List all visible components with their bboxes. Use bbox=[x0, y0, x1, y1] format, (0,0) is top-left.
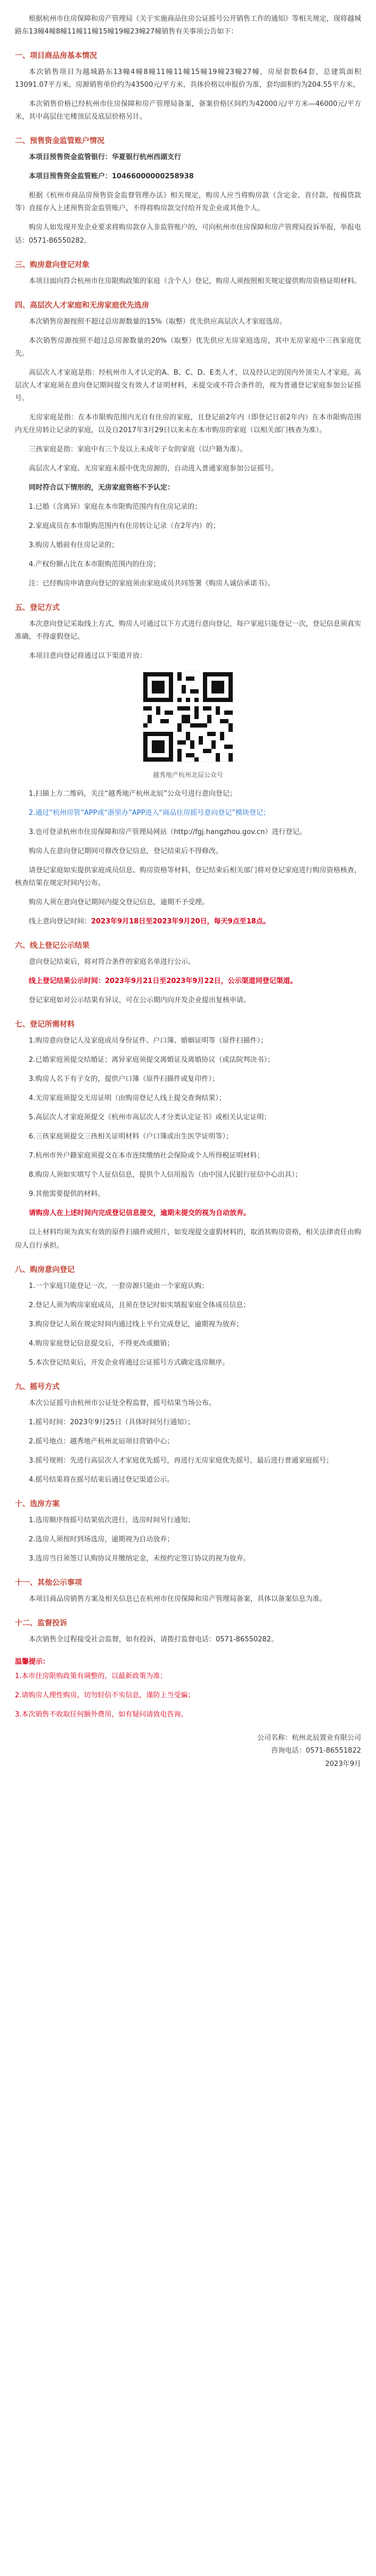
sec4-l4: 4.产权份额占比在本市限购范围内的住房； bbox=[29, 560, 160, 569]
section-11-title: 十一、其他公示事项 bbox=[15, 1579, 82, 1588]
sec7-p3: 3.购房人名下有子女的，提供户口簿（原件扫描件或复印件）； bbox=[29, 1075, 219, 1084]
sec7-p7: 7.杭州市外户籍家庭须提交在本市连续缴纳社会保险或个人所得税证明材料； bbox=[29, 1152, 264, 1160]
section-6-title: 六、线上登记公示结果 bbox=[15, 941, 89, 950]
sec5-p1: 本次意向登记采取线上方式，购房人可通过以下方式进行意向登记，每户家庭只能登记一次，登记信息须真实准确，不得虚假登记。 bbox=[15, 620, 362, 641]
sec5-l2: 2.通过“杭州房管”APP或“浙里办”APP进入“商品住房摇号意向登记”模块登记； bbox=[29, 808, 270, 817]
sec10-p1: 1.选房顺序按摇号结果依次进行，选房时间另行通知； bbox=[29, 1516, 195, 1525]
section-9-title: 九、摇号方式 bbox=[15, 1382, 60, 1391]
bank-name: 华夏银行杭州西湖支行 bbox=[112, 153, 182, 162]
section-12-title: 十二、监督投诉 bbox=[15, 1619, 67, 1628]
sec5-l3[interactable]: 3.也可登录杭州市住房保障和房产管理局网站（http://fgj.hangzhou.gov.cn）进行登记。 bbox=[29, 828, 307, 836]
section-8-title: 八、购房意向登记 bbox=[15, 1265, 75, 1274]
section-5-title: 五、登记方式 bbox=[15, 604, 60, 613]
sign-date: 2023年9月 bbox=[325, 1760, 361, 1768]
sec5-l1: 1.扫描上方二维码，关注“越秀地产杭州北辰”公众号进行意向登记； bbox=[29, 789, 236, 798]
sec4-p2: 本次销售房源按照不超过总房源数量的20%（取整）优先供应无房家庭选房，其中无房家庭中三孩家庭优先。 bbox=[15, 336, 361, 358]
sec7-p11: 以上材料均须为真实有效的原件扫描件或照片，如发现提交虚假材料的，取消其购房资格，相关法律责任由购房人自行承担。 bbox=[15, 1228, 362, 1250]
sec7-p6: 6.三孩家庭须提交三孩相关证明材料（户口簿或出生医学证明等）； bbox=[29, 1133, 233, 1141]
phone-label: 咨询电话： bbox=[271, 1747, 306, 1755]
section-2-title: 二、预售资金监管账户情况 bbox=[15, 137, 104, 146]
company-line bbox=[15, 1732, 361, 1745]
sec7-p9: 9.其他需要提供的材料。 bbox=[29, 1190, 105, 1199]
sec4-p5: 三孩家庭是指：家庭中有三个及以上未成年子女的家庭（以户籍为准）。 bbox=[29, 445, 247, 453]
account-number: 10466000000258938 bbox=[112, 172, 194, 181]
sec7-p4: 4.无房家庭须提交无房证明（由购房登记人线上提交查询结果）； bbox=[29, 1094, 226, 1103]
registration-time-line bbox=[15, 915, 361, 928]
section-1-title: 一、项目商品房基本情况 bbox=[15, 52, 97, 61]
sec5-p2: 本项目意向登记将通过以下渠道开放： bbox=[29, 652, 147, 660]
sec1-p2: 本次销售价格已经杭州市住房保障和房产管理局备案，备案价格区间约为42000元/平方米—46000元/平方米，其中高层住宅楼顶层及底层价格另计。 bbox=[15, 100, 361, 121]
section-10-title: 十、选房方案 bbox=[15, 1500, 60, 1509]
qr-code-caption: 越秀地产杭州北辰公众号 bbox=[152, 771, 223, 779]
company-label: 公司名称： bbox=[257, 1734, 292, 1743]
sec4-l1: 1.已婚（含离异）家庭在本市限购范围内有住房记录的； bbox=[29, 503, 202, 511]
sec8-p5: 5.本次登记结束后，开发企业将通过公证摇号方式确定选房顺序。 bbox=[29, 1358, 230, 1367]
sec5-p4: 请登记家庭如实提供家庭成员信息、购房资格等材料，登记结束后相关部门将对登记家庭进行购房资格核查，核查结果在规定时间内公布。 bbox=[15, 866, 362, 887]
sec6-p1: 意向登记结束后，将对符合条件的家庭名单进行公示。 bbox=[29, 957, 195, 966]
phone-line bbox=[15, 1745, 361, 1757]
section-3-title: 三、购房意向登记对象 bbox=[15, 260, 89, 269]
sec8-p2: 2.登记人须为购房家庭成员，且须在登记时如实填报家庭全体成员信息； bbox=[29, 1301, 250, 1309]
phone-number: 0571-86551822 bbox=[306, 1747, 361, 1755]
sec4-l2: 2.家庭成员在本市限购范围内有住房转让记录（在2年内）的； bbox=[29, 522, 220, 531]
registration-time-value: 2023年9月18日至2023年9月20日，每天9点至18点。 bbox=[91, 917, 270, 926]
sec8-p4: 4.购房家庭登记信息提交后，不得更改或撤销； bbox=[29, 1339, 174, 1348]
warning-p3: 3.本次销售不收取任何额外费用，如有疑问请致电咨询。 bbox=[15, 1711, 188, 1719]
sec4-p1: 本次销售房源按照不超过总房源数量的15%（取整）优先供应高层次人才家庭选房。 bbox=[29, 317, 287, 326]
warning-p1: 1.本市住房限购政策有调整的，以最新政策为准； bbox=[15, 1672, 167, 1681]
sec1-p1: 本次销售项目为越城路东13幢4幢8幢11幢11幢15幢19幢23幢27幢，房屋套数64套，总建筑面积13091.07平方米。房源销售单价约为43500元/平方米，具体价格以申报价为准，套均面积约为204.55平方米。 bbox=[15, 68, 361, 89]
sec9-p4: 3.摇号规则：先进行高层次人才家庭优先摇号，再进行无房家庭优先摇号，最后进行普通家庭摇号； bbox=[29, 1456, 333, 1465]
company-name: 杭州北辰置业有限公司 bbox=[291, 1734, 361, 1743]
sec10-p3: 3.选房当日须签订认购协议并缴纳定金，未按约定签订协议的视为放弃。 bbox=[29, 1555, 250, 1563]
sec2-p2: 购房人如发现开发企业要求将购房款存入非监管账户的，可向杭州市住房保障和房产管理局投诉举报，举报电话：0571-86550282。 bbox=[15, 224, 362, 245]
sec6-p2: 线上登记结果公示时间：2023年9月21日至2023年9月22日，公示渠道同登记渠道。 bbox=[29, 977, 297, 985]
sec7-p10: 请购房人在上述时间内完成登记信息提交，逾期未提交的视为自动放弃。 bbox=[29, 1209, 251, 1218]
sec8-p1: 1.一个家庭只能登记一次，一套房源只能由一个家庭认购； bbox=[29, 1282, 209, 1290]
sec4-list-title: 同时符合以下情形的，无房家庭资格不予认定： bbox=[29, 484, 175, 492]
sec9-p2: 1.摇号时间：2023年9月25日（具体时间另行通知）； bbox=[29, 1418, 194, 1426]
sec10-p2: 2.选房人须按时到场选房，逾期视为自动放弃； bbox=[29, 1535, 174, 1544]
sec11-p1: 本项目商品房销售方案及相关信息已在杭州市住房保障和房产管理局备案，具体以备案信息为准。 bbox=[29, 1595, 327, 1604]
sec4-l3: 3.购房人婚前有住房记录的； bbox=[29, 541, 119, 550]
sec3-p1: 本项目面向符合杭州市住房限购政策的家庭（含个人）登记，购房人须按照相关规定提供购房资格证明材料。 bbox=[29, 277, 362, 285]
qr-code-icon bbox=[143, 672, 233, 762]
bank-line bbox=[15, 151, 361, 164]
section-7-title: 七、登记所需材料 bbox=[15, 1020, 75, 1029]
account-label: 本项目预售资金监管账户： bbox=[29, 172, 112, 181]
sec4-p6: 高层次人才家庭、无房家庭未摇中优先房源的，自动进入普通家庭参加公证摇号。 bbox=[29, 465, 279, 473]
sec6-p3: 登记家庭如对公示结果有异议，可在公示期内向开发企业提出复核申请。 bbox=[29, 996, 251, 1004]
section-4-title: 四、高层次人才家庭和无房家庭优先选房 bbox=[15, 301, 149, 310]
sec9-p1: 本次公证摇号由杭州市公证处全程监督，摇号结果当场公布。 bbox=[29, 1399, 216, 1407]
sec8-p3: 3.购房登记人须在规定时间内通过线上平台完成登记，逾期视为放弃； bbox=[29, 1320, 243, 1328]
qr-code-block bbox=[15, 672, 361, 764]
sec4-p3: 高层次人才家庭是指：经杭州市人才认定的A、B、C、D、E类人才，以及经认定的国内外顶尖人才家庭。高层次人才家庭须在意向登记期间提交有效人才证明材料，未提交或不符合条件的，视为普通登记家庭参加公证摇号。 bbox=[15, 368, 361, 402]
bank-label: 本项目预售资金监管银行： bbox=[29, 153, 112, 162]
sec12-p1: 本次销售全过程接受社会监督，如有投诉，请拨打监督电话：0571-86550282。 bbox=[29, 1636, 278, 1644]
warning-block bbox=[15, 1656, 361, 1721]
sec9-p5: 4.摇号结果将在摇号结束后通过登记渠道公示。 bbox=[29, 1476, 174, 1484]
signature-block bbox=[15, 1732, 361, 1770]
sec7-p2: 2.已婚家庭须提交结婚证；离异家庭须提交离婚证及离婚协议（或法院判决书）； bbox=[29, 1056, 274, 1064]
sec7-p8: 8.购房人须如实填写个人征信信息，提供个人信用报告（由中国人民银行征信中心出具）； bbox=[29, 1171, 302, 1179]
sec2-p1: 根据《杭州市商品房预售资金监督管理办法》相关规定，购房人应当将购房款（含定金、首付款、按揭贷款等）直接存入上述预售资金监管账户，不得将购房款交付给开发企业或其他个人。 bbox=[15, 192, 361, 213]
sec7-p1: 1.购房意向登记人及家庭成员身份证件、户口簿、婚姻证明等（原件扫描件）； bbox=[29, 1037, 267, 1045]
sec5-p5: 购房人须在意向登记期间内提交登记信息，逾期不予受理。 bbox=[29, 898, 209, 906]
intro-paragraph: 根据杭州市住房保障和房产管理局《关于实施商品住房公证摇号公开销售工作的通知》等相关规定，现将越城路东13幢4幢8幢11幢11幢15幢19幢23幢27幢销售有关事项公告如下： bbox=[15, 15, 362, 36]
account-line bbox=[15, 170, 361, 183]
sec4-p7: 注：已经购房申请意向登记的家庭须由家庭成员共同签署《购房人诚信承诺书》。 bbox=[29, 580, 275, 588]
warning-title: 温馨提示： bbox=[15, 1658, 50, 1666]
sec4-p4: 无房家庭是指：在本市限购范围内无自有住房的家庭，且登记前2年内（即登记日前2年内）在本市限购范围内无住房转让记录的家庭，以及自2017年3月29日以来未在本市购房的家庭（以相关部门核查为准）。 bbox=[15, 413, 361, 434]
sec7-p5: 5.高层次人才家庭须提交《杭州市高层次人才分类认定证书》或相关认定证明； bbox=[29, 1113, 271, 1122]
qr-code-image[interactable] bbox=[143, 672, 233, 762]
registration-time-label: 线上意向登记时间： bbox=[29, 917, 92, 926]
warning-p2: 2.请购房人理性购房，切勿轻信不实信息，谨防上当受骗； bbox=[15, 1691, 195, 1700]
sec5-p3: 购房人在意向登记期间可修改登记信息，登记结束后不得修改。 bbox=[29, 847, 223, 855]
sec9-p3: 2.摇号地点：越秀地产杭州北辰项目营销中心； bbox=[29, 1437, 174, 1446]
